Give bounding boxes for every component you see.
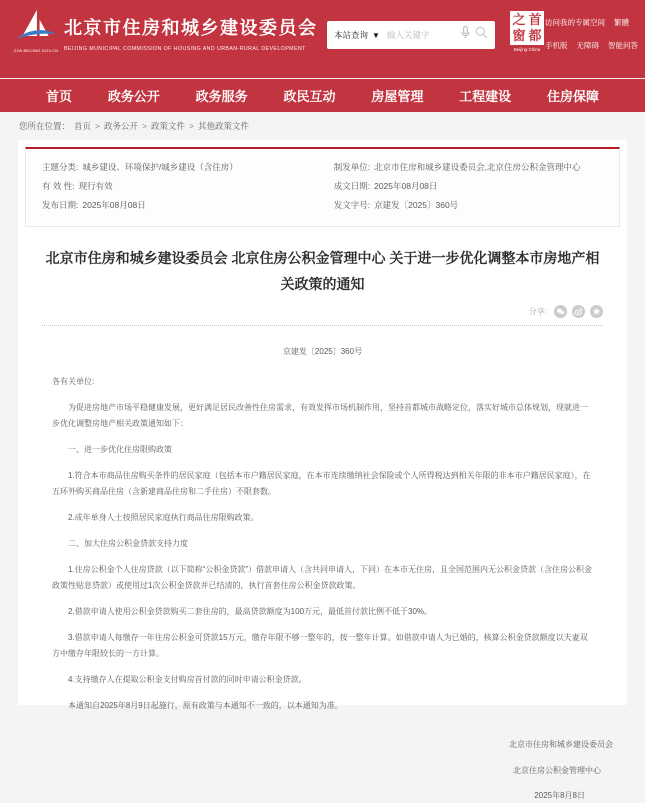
meta-row <box>334 158 603 177</box>
meta-value: 京建发〔2025〕360号 <box>374 200 459 210</box>
breadcrumb-items <box>74 120 249 132</box>
search-box <box>327 21 495 49</box>
article-paragraph-12: 本通知自2025年8月9日起施行，原有政策与本通知不一致的，以本通知为准。 <box>68 700 343 710</box>
breadcrumb-prefix: 您所在位置： <box>19 121 71 131</box>
search-input[interactable] <box>385 29 456 41</box>
meta-label: 制发单位: <box>333 162 371 172</box>
badge-char-3: 窗 <box>512 28 526 43</box>
article-paragraph-6: 2.成年单身人士按照居民家庭执行商品住房限购政策。 <box>68 512 259 522</box>
sailboat-logo-icon <box>13 9 59 53</box>
site-logo[interactable] <box>13 9 318 53</box>
badge-char-2: 首 <box>528 12 542 27</box>
article-paragraph-1: 京建发〔2025〕360号 <box>282 346 363 356</box>
meta-col-right <box>334 158 603 215</box>
signature-line-2: 北京住房公积金管理中心 <box>513 765 601 775</box>
article-paragraph-8: 1.住房公积金个人住房贷款（以下简称“公积金贷款”）借款申请人（含共同申请人，下同）在本市无住房，且全国范围内无公积金贷款（含住房公积金政策性贴息贷款）或使用过1次公积金贷款并已结清的，执行首套住房公积金贷款政策。 <box>52 564 592 590</box>
nav-item-5[interactable]: 房屋管理 <box>371 89 424 104</box>
breadcrumb-separator: > <box>189 121 194 131</box>
main-nav <box>0 78 645 112</box>
meta-label: 有 效 性: <box>42 181 75 191</box>
meta-value: 现行有效 <box>78 181 113 191</box>
article-paragraph-3: 为促进房地产市场平稳健康发展，更好满足居民改善性住房需求，有效发挥市场机制作用，坚持首都城市战略定位，落实好城市总体规划，现就进一步优化调整房地产相关政策通知如下： <box>52 402 588 428</box>
meta-row <box>42 196 334 215</box>
meta-value: 2025年08月08日 <box>82 200 146 210</box>
meta-row <box>42 177 334 196</box>
breadcrumb-link-1[interactable]: 首页 <box>74 121 92 131</box>
meta-row <box>334 196 603 215</box>
article-paragraph-2: 各有关单位: <box>52 376 95 386</box>
meta-value: 城乡建设、环境保护/城乡建设（含住房） <box>82 162 238 172</box>
breadcrumb-link-2[interactable]: 政务公开 <box>104 121 139 131</box>
meta-label: 发文字号: <box>333 200 371 210</box>
meta-label: 发布日期: <box>42 200 79 210</box>
share-row <box>18 302 627 322</box>
article-paragraph-9: 2.借款申请人使用公积金贷款购买二套住房的，最高贷款额度为100万元，最低首付款比例不低于30%。 <box>68 606 433 616</box>
breadcrumb-separator: > <box>142 121 147 131</box>
article-paragraph-4: 一、进一步优化住房限购政策 <box>68 444 172 454</box>
capital-window-badge[interactable] <box>507 11 547 52</box>
nav-item-4[interactable]: 政民互动 <box>283 89 336 104</box>
article-paragraph-10: 3.借款申请人每缴存一年住房公积金可贷款15万元，缴存年限不够一整年的，按一整年计算。如借款申请人为已婚的，核算公积金贷款额度以夫妻双方中缴存年限较长的一方计算。 <box>52 632 588 658</box>
header-link-访问我的专属空间[interactable]: 访问我的专属空间 <box>545 18 605 27</box>
site-header <box>0 0 645 78</box>
capital-window-badge-square <box>510 11 544 45</box>
article-paragraph-11: 4.支持缴存人在提取公积金支付购房首付款的同时申请公积金贷款。 <box>68 674 307 684</box>
logo-caption: ZJW.BEIJING.GOV.CN <box>13 48 59 53</box>
nav-item-3[interactable]: 政务服务 <box>195 89 248 104</box>
meta-row <box>42 158 334 177</box>
header-links-row-1 <box>545 17 638 28</box>
meta-label: 主题分类: <box>42 162 79 172</box>
breadcrumb-link-3[interactable]: 政策文件 <box>150 121 185 131</box>
article-paragraph-7: 二、加大住房公积金贷款支持力度 <box>68 538 188 548</box>
site-name-english: BEIJING MUNICIPAL COMMISSION OF HOUSING AND URBAN-RURAL DEVELOPMENT <box>64 46 306 52</box>
nav-item-1[interactable]: 首页 <box>46 89 73 104</box>
article-title: 北京市住房和城乡建设委员会 北京住房公积金管理中心 关于进一步优化调整本市房地产相关政策的通知 <box>45 250 600 292</box>
header-links-row-2 <box>545 40 638 51</box>
chevron-down-icon[interactable]: ▼ <box>372 30 380 40</box>
favorite-share-icon[interactable] <box>590 305 603 318</box>
signature-line-1: 北京市住房和城乡建设委员会 <box>509 739 613 749</box>
badge-char-4: 都 <box>528 28 542 43</box>
weibo-share-icon[interactable] <box>572 305 585 318</box>
meta-value: 2025年08月08日 <box>374 181 438 191</box>
badge-char-1: 之 <box>512 12 526 27</box>
nav-item-7[interactable]: 住房保障 <box>546 89 599 104</box>
meta-row <box>334 177 603 196</box>
meta-value: 北京市住房和城乡建设委员会,北京住房公积金管理中心 <box>374 162 581 172</box>
nav-item-6[interactable]: 工程建设 <box>459 89 512 104</box>
breadcrumb-separator: > <box>95 121 100 131</box>
article-signature <box>18 724 627 803</box>
header-link-无障碍[interactable]: 无障碍 <box>576 41 599 50</box>
share-label: 分享: <box>528 307 547 317</box>
search-icon[interactable] <box>475 26 488 44</box>
document-meta-box <box>25 147 620 227</box>
header-link-繁體[interactable]: 繁體 <box>614 18 629 27</box>
header-link-智能问答[interactable]: 智能问答 <box>608 41 638 50</box>
signature-line-3: 2025年8月8日 <box>534 791 585 801</box>
wechat-share-icon[interactable] <box>554 305 567 318</box>
header-link-手机版[interactable]: 手机版 <box>545 41 568 50</box>
breadcrumb-link-4: 其他政策文件 <box>197 121 249 131</box>
article-paragraph-5: 1.符合本市商品住房购买条件的居民家庭（包括本市户籍居民家庭，在本市连续缴纳社会保险或个人所得税达到相关年限的非本市户籍居民家庭），在五环外购买商品住房（含新建商品住房和二手住房）不限套数。 <box>52 470 591 496</box>
microphone-icon[interactable] <box>461 26 470 44</box>
nav-item-2[interactable]: 政务公开 <box>107 89 160 104</box>
site-name: 北京市住房和城乡建设委员会 <box>64 18 318 38</box>
article-body <box>18 326 627 714</box>
content-card <box>18 140 627 801</box>
capital-window-badge-caption: Beijing·China <box>513 47 541 52</box>
header-links <box>545 17 638 63</box>
search-scope-select[interactable]: 本站查询 <box>334 30 369 40</box>
meta-label: 成文日期: <box>333 181 371 191</box>
breadcrumb <box>0 112 645 140</box>
meta-col-left <box>42 158 334 215</box>
